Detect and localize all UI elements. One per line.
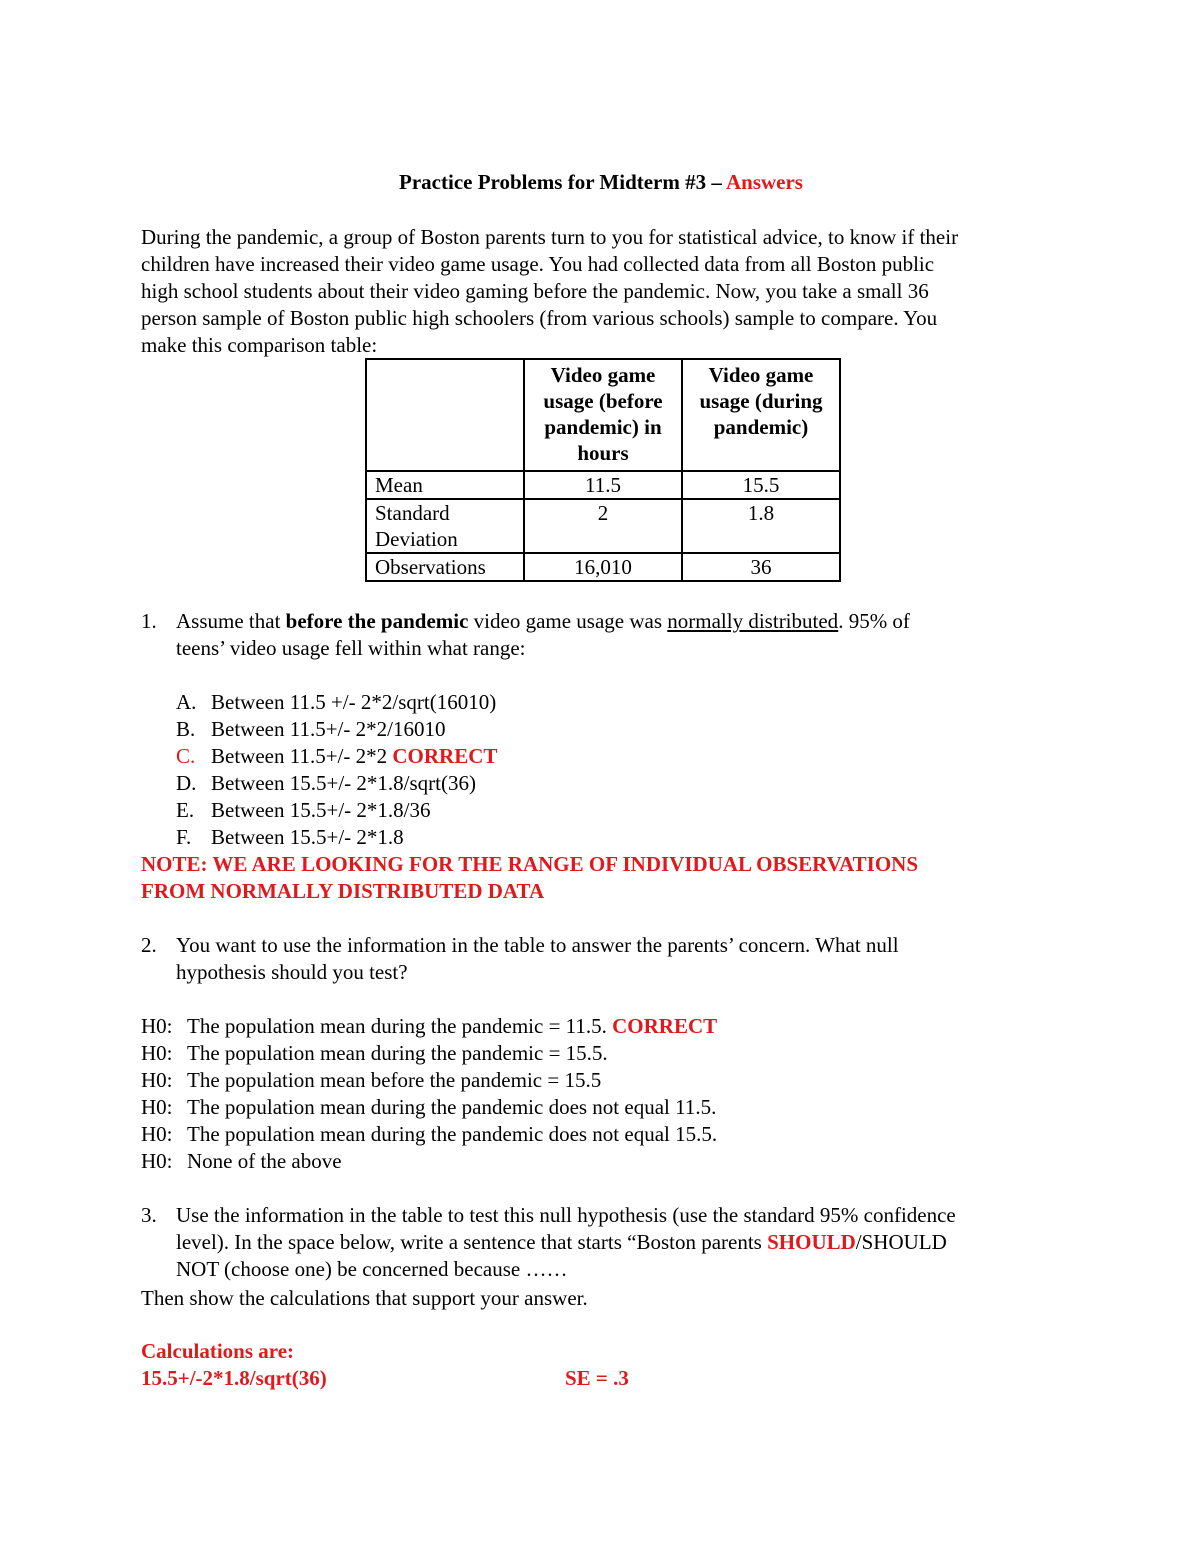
table-header-during: Video game usage (during pandemic): [682, 359, 840, 471]
table-row-label: Mean: [366, 471, 524, 499]
calc-se: SE = .3: [565, 1366, 629, 1390]
table-cell-during: 1.8: [682, 499, 840, 553]
q3-line2-a: level). In the space below, write a sentence that starts “Boston parents: [176, 1230, 768, 1254]
q1-option: [176, 716, 445, 743]
q2-option: [141, 1067, 601, 1094]
table-row-label: Observations: [366, 553, 524, 581]
question-2-text: [176, 932, 1061, 986]
h0-label: H0:: [141, 1014, 173, 1038]
q3-line1: Use the information in the table to test this null hypothesis (use the standard 95% confidence: [176, 1203, 956, 1227]
intro-line: children have increased their video game usage. You had collected data from all Boston public: [141, 252, 935, 276]
q1-text-a: Assume that: [176, 609, 286, 633]
h0-label: H0:: [141, 1068, 173, 1092]
table-row: [366, 553, 840, 581]
q3-answer-should: SHOULD: [767, 1230, 856, 1254]
q1-text-underlined: normally distributed: [667, 609, 839, 633]
table-header-blank: [366, 359, 524, 471]
h0-label: H0:: [141, 1122, 173, 1146]
intro-line: high school students about their video gaming before the pandemic. Now, you take a small 36: [141, 279, 929, 303]
comparison-table: [365, 358, 841, 582]
h0-label: H0:: [141, 1149, 173, 1173]
q1-option: [176, 770, 476, 797]
question-1-text: [176, 608, 1061, 662]
q1-option-correct: [176, 743, 497, 770]
q1-text-line2: teens’ video usage fell within what range:: [176, 636, 526, 660]
q3-line4: Then show the calculations that support your answer.: [141, 1286, 588, 1310]
calc-formula: 15.5+/-2*1.8/sqrt(36): [141, 1366, 327, 1390]
h0-text: The population mean during the pandemic does not equal 11.5.: [187, 1095, 717, 1119]
calc-heading: Calculations are:: [141, 1339, 295, 1363]
intro-paragraph: [141, 224, 1061, 359]
table-header-before: Video game usage (before pandemic) in hours: [524, 359, 682, 471]
table-row-label: Standard Deviation: [366, 499, 524, 553]
q2-line2: hypothesis should you test?: [176, 960, 408, 984]
option-text: Between 15.5+/- 2*1.8/36: [211, 798, 431, 822]
question-2-number: 2.: [141, 933, 157, 957]
q1-text-c: video game usage was: [468, 609, 668, 633]
q1-option: [176, 824, 404, 851]
option-text: Between 11.5+/- 2*2/16010: [211, 717, 446, 741]
q2-option: [141, 1040, 608, 1067]
option-text: Between 11.5+/- 2*2: [211, 744, 393, 768]
h0-text: The population mean during the pandemic = 15.5.: [187, 1041, 608, 1065]
option-text: Between 15.5+/- 2*1.8/sqrt(36): [211, 771, 476, 795]
q1-option: [176, 797, 430, 824]
q3-line3: NOT (choose one) be concerned because ……: [176, 1257, 568, 1281]
q1-text-emphasis: before the pandemic: [285, 609, 469, 633]
intro-line: During the pandemic, a group of Boston parents turn to you for statistical advice, to know if their: [141, 225, 959, 249]
h0-text: None of the above: [187, 1149, 342, 1173]
q1-text-e: . 95% of: [838, 609, 910, 633]
title-main: Practice Problems for Midterm #3 –: [399, 170, 726, 194]
q2-option: [141, 1148, 342, 1175]
q2-option-correct: [141, 1013, 717, 1040]
h0-text: The population mean before the pandemic = 15.5: [187, 1068, 602, 1092]
question-3-number: 3.: [141, 1203, 157, 1227]
option-letter: E.: [176, 798, 195, 822]
table-cell-during: 36: [682, 553, 840, 581]
note-line: NOTE: WE ARE LOOKING FOR THE RANGE OF INDIVIDUAL OBSERVATIONS: [141, 852, 918, 876]
option-letter: F.: [176, 825, 192, 849]
option-letter: C.: [176, 744, 196, 768]
q2-option: [141, 1094, 716, 1121]
question-1-number: 1.: [141, 609, 157, 633]
table-row: [366, 471, 840, 499]
table-cell-before: 16,010: [524, 553, 682, 581]
option-letter: A.: [176, 690, 197, 714]
option-letter: D.: [176, 771, 197, 795]
table-cell-during: 15.5: [682, 471, 840, 499]
correct-marker: CORRECT: [612, 1014, 718, 1038]
option-letter: B.: [176, 717, 196, 741]
page-title: [141, 169, 1061, 196]
correct-marker: CORRECT: [392, 744, 498, 768]
table-row: [366, 499, 840, 553]
document-page: [141, 0, 1061, 1553]
h0-text: The population mean during the pandemic does not equal 15.5.: [187, 1122, 718, 1146]
note-line: FROM NORMALLY DISTRIBUTED DATA: [141, 879, 545, 903]
title-answers: Answers: [725, 170, 803, 194]
q2-line1: You want to use the information in the table to answer the parents’ concern. What null: [176, 933, 899, 957]
table-cell-before: 11.5: [524, 471, 682, 499]
option-text: Between 15.5+/- 2*1.8: [211, 825, 404, 849]
h0-label: H0:: [141, 1095, 173, 1119]
h0-label: H0:: [141, 1041, 173, 1065]
intro-line: make this comparison table:: [141, 333, 378, 357]
question-3-text: [176, 1202, 1061, 1283]
q1-option: [176, 689, 496, 716]
q3-line2-c: /SHOULD: [855, 1230, 947, 1254]
q2-option: [141, 1121, 717, 1148]
q1-note: [141, 851, 1061, 905]
h0-text: The population mean during the pandemic = 11.5.: [187, 1014, 613, 1038]
table-cell-before: 2: [524, 499, 682, 553]
intro-line: person sample of Boston public high schoolers (from various schools) sample to compare. You: [141, 306, 938, 330]
table-header-row: [366, 359, 840, 471]
option-text: Between 11.5 +/- 2*2/sqrt(16010): [211, 690, 497, 714]
